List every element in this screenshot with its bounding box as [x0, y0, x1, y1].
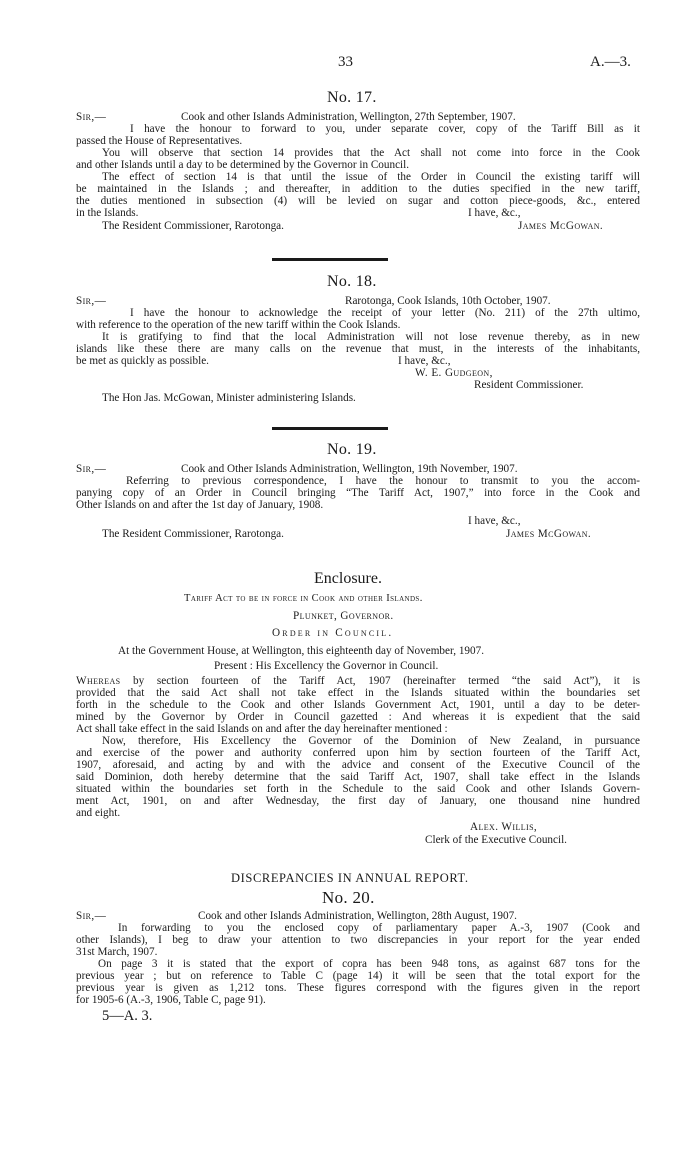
order-line: 1907, aforesaid, and acting by and with the advice and consent of the Executive Council of the [76, 759, 640, 771]
place-date: Cook and other Islands Administration, Wellington, 28th August, 1907. [198, 910, 517, 922]
order-line: provided that the said Act shall not take effect in the Islands situated within the boundaries set [76, 687, 640, 699]
order-line: situated within the boundaries set forth in the Schedule to the said Cook and other Islands Govern- [76, 783, 640, 795]
order-line: Now, therefore, His Excellency the Governor of the Dominion of New Zealand, in pursuance [102, 735, 640, 747]
letter-line: with reference to the operation of the new tariff within the Cook Islands. [76, 319, 401, 331]
order-line: by section fourteen of the Tariff Act, 1907 (hereinafter termed “the said Act”), it is [133, 675, 640, 687]
place-date: Rarotonga, Cook Islands, 10th October, 1907. [345, 295, 551, 307]
signature-mark: 5—A. 3. [102, 1008, 153, 1024]
signature: James McGowan. [518, 220, 604, 232]
addressee: The Hon Jas. McGowan, Minister administering Islands. [102, 392, 356, 404]
present-line: Present : His Excellency the Governor in Council. [214, 660, 439, 672]
letter-line: You will observe that section 14 provides that the Act shall not come into force in the Cook [102, 147, 640, 159]
letter-line: It is gratifying to find that the local Administration will not lose revenue thereby, as in new [102, 331, 640, 343]
letter-line: 31st March, 1907. [76, 946, 158, 958]
doc-reference: A.—3. [590, 54, 631, 70]
letter-line: previous year ; but on reference to Table C (page 14) it will be seen that the total export for the [76, 970, 640, 982]
letter-line: panying copy of an Order in Council bringing “The Tariff Act, 1907,” into force in the Cook and [76, 487, 640, 499]
letter-line: passed the House of Representatives. [76, 135, 243, 147]
salutation: Sir,— [76, 910, 107, 922]
letter-line: for 1905-6 (A.-3, 1906, Table C, page 91). [76, 994, 266, 1006]
salutation: Sir,— [76, 463, 107, 475]
place-date: Cook and other Islands Administration, Wellington, 27th September, 1907. [181, 111, 516, 123]
order-line: said Dominion, doth hereby determine that the said Tariff Act, 1907, shall take effect in the Islands [76, 771, 640, 783]
letter-line: be met as quickly as possible. [76, 355, 209, 367]
letter-line: islands like these there are many calls on the revenue that must, in the interests of the inhabitants, [76, 343, 640, 355]
letter-line: in the Islands. [76, 207, 139, 219]
letter-number: No. 19. [327, 441, 377, 458]
section-divider [272, 258, 388, 261]
salutation: Sir,— [76, 111, 107, 123]
salutation: Sir,— [76, 295, 107, 307]
closing: I have, &c., [398, 355, 451, 367]
signature: W. E. Gudgeon, [415, 367, 493, 379]
signature-title: Clerk of the Executive Council. [425, 834, 567, 846]
order-line: mined by the Governor by Order in Council gazetted : And whereas it is expedient that the said [76, 711, 640, 723]
letter-line: I have the honour to acknowledge the receipt of your letter (No. 211) of the 27th ultimo, [130, 307, 640, 319]
letter-number: No. 20. [322, 888, 375, 907]
order-line: and exercise of the power and authority conferred upon him by section fourteen of the Tariff Act, [76, 747, 640, 759]
whereas-word: Whereas [76, 675, 121, 687]
signature-title: Resident Commissioner. [474, 379, 584, 391]
order-line: ment Act, 1901, on and after Wednesday, the first day of January, one thousand nine hundred [76, 795, 640, 807]
enclosure-title: Tariff Act to be in force in Cook and other Islands. [184, 593, 423, 604]
governor: Plunket, Governor. [293, 610, 394, 622]
addressee: The Resident Commissioner, Rarotonga. [102, 220, 284, 232]
page-number: 33 [338, 54, 353, 70]
order-heading: Order in Council. [272, 627, 394, 639]
letter-line: and other Islands until a day to be determined by the Governor in Council. [76, 159, 410, 171]
letter-line: I have the honour to forward to you, under separate cover, copy of the Tariff Bill as it [130, 123, 640, 135]
enclosure-heading: Enclosure. [314, 570, 382, 587]
letter-line: Referring to previous correspondence, I have the honour to transmit to you the accom- [126, 475, 640, 487]
letter-line: On page 3 it is stated that the export of copra has been 948 tons, as against 687 tons for the [98, 958, 640, 970]
section-heading: DISCREPANCIES IN ANNUAL REPORT. [231, 871, 469, 885]
closing: I have, &c., [468, 207, 521, 219]
letter-line: other Islands), I beg to draw your attention to two discrepancies in your report for the year ended [76, 934, 640, 946]
order-line: and eight. [76, 807, 121, 819]
letter-line: be maintained in the Islands ; and thereafter, in addition to the duties specified in the new tariff, [76, 183, 640, 195]
location-line: At the Government House, at Wellington, this eighteenth day of November, 1907. [118, 645, 485, 657]
letter-line: previous year is given as 1,212 tons. These figures correspond with the figures given in the report [76, 982, 640, 994]
addressee: The Resident Commissioner, Rarotonga. [102, 528, 284, 540]
letter-line: Other Islands on and after the 1st day of January, 1908. [76, 499, 324, 511]
order-line: Act shall take effect in the said Islands on and after the day hereinafter mentioned : [76, 723, 448, 735]
closing: I have, &c., [468, 515, 521, 527]
letter-line: In forwarding to you the enclosed copy of parliamentary paper A.-3, 1907 (Cook and [118, 922, 640, 934]
letter-number: No. 18. [327, 273, 377, 290]
letter-line: The effect of section 14 is that until the issue of the Order in Council the existing tariff will [102, 171, 640, 183]
place-date: Cook and Other Islands Administration, Wellington, 19th November, 1907. [181, 463, 518, 475]
order-line: forth in the schedule to the Cook and other Islands Government Act, 1901, until a day to be deter- [76, 699, 640, 711]
signature: Alex. Willis, [470, 821, 538, 833]
letter-number: No. 17. [327, 89, 377, 106]
signature: James McGowan. [506, 528, 592, 540]
section-divider [272, 427, 388, 430]
letter-line: the duties mentioned in subsection (4) will be levied on sugar and cotton piece-goods, &c., entered [76, 195, 640, 207]
